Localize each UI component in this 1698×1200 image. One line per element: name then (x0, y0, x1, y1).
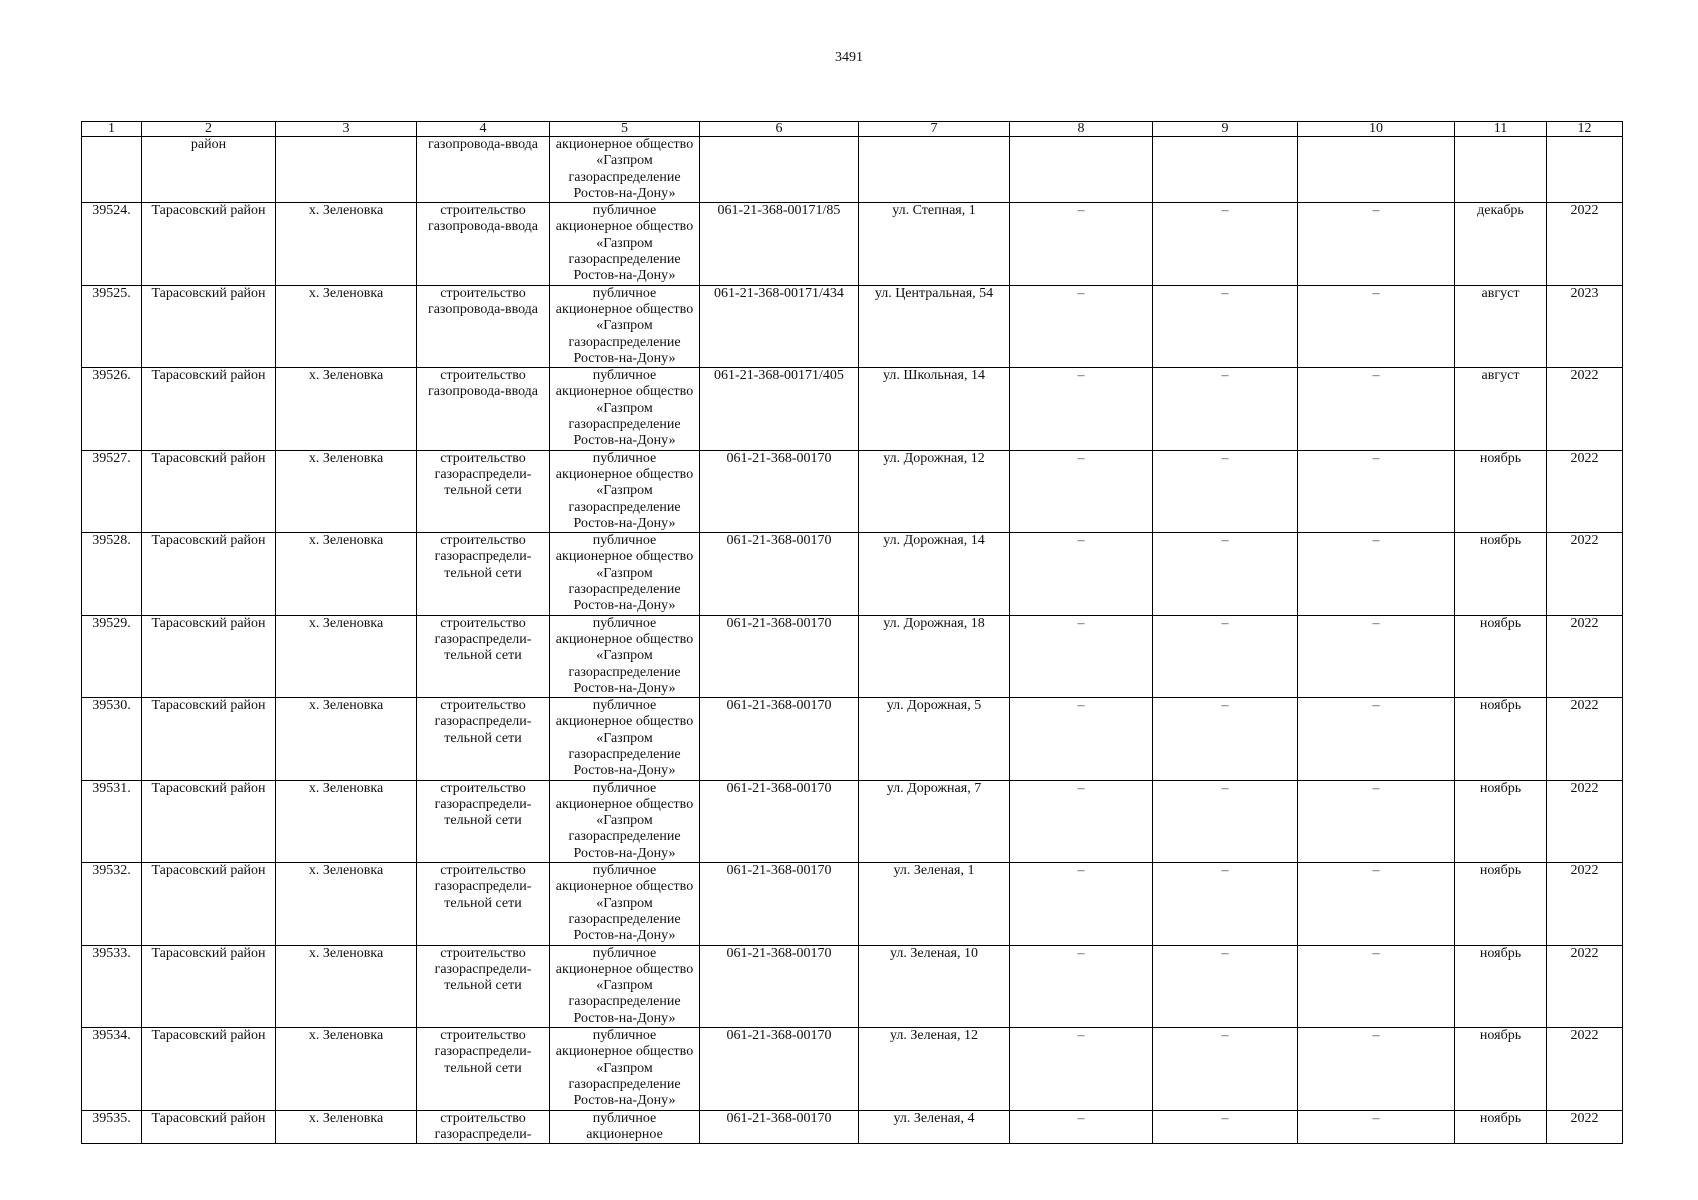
cell-col9: – (1153, 945, 1298, 1027)
cell-work: строительство газопровода-ввода (417, 368, 550, 450)
cell-organization: публичное акционерное общество «Газпром газораспределение Ростов-на-Дону» (550, 780, 700, 862)
cell-code: 061-21-368-00170 (700, 945, 859, 1027)
cell-address: ул. Зеленая, 10 (859, 945, 1010, 1027)
cell-district: Тарасовский район (142, 203, 276, 285)
cell-organization: публичное акционерное общество «Газпром газораспределение Ростов-на-Дону» (550, 450, 700, 532)
table-row (82, 863, 1623, 945)
cell-settlement: х. Зеленовка (276, 450, 417, 532)
cell-work: строительство газопровода-ввода (417, 203, 550, 285)
cell-organization: публичное акционерное общество «Газпром газораспределение Ростов-на-Дону» (550, 698, 700, 780)
cell-work: строительство газораспредели-тельной сети (417, 1028, 550, 1110)
cell-settlement: х. Зеленовка (276, 285, 417, 367)
cell-organization: публичное акционерное общество «Газпром газораспределение Ростов-на-Дону» (550, 203, 700, 285)
table-row (82, 285, 1623, 367)
cell-month (1455, 137, 1547, 203)
column-header: 9 (1153, 122, 1298, 137)
cell-district: Тарасовский район (142, 1028, 276, 1110)
cell-work: строительство газораспредели-тельной сети (417, 698, 550, 780)
cell-organization: публичное акционерное общество «Газпром газораспределение Ростов-на-Дону» (550, 1028, 700, 1110)
registry-table (81, 121, 1623, 1144)
cell-organization: публичное акционерное общество «Газпром газораспределение Ростов-на-Дону» (550, 368, 700, 450)
cell-col10: – (1298, 698, 1455, 780)
cell-work: строительство газораспредели-тельной сети (417, 615, 550, 697)
cell-code: 061-21-368-00170 (700, 533, 859, 615)
cell-code: 061-21-368-00170 (700, 863, 859, 945)
cell-district: Тарасовский район (142, 945, 276, 1027)
table-row (82, 450, 1623, 532)
cell-number: 39532. (82, 863, 142, 945)
cell-col8: – (1010, 1028, 1153, 1110)
cell-year: 2022 (1547, 698, 1623, 780)
cell-col10: – (1298, 450, 1455, 532)
cell-month: ноябрь (1455, 1110, 1547, 1144)
cell-col8: – (1010, 450, 1153, 532)
cell-year: 2023 (1547, 285, 1623, 367)
table-row (82, 533, 1623, 615)
cell-month: ноябрь (1455, 533, 1547, 615)
cell-work: строительство газораспредели-тельной сети (417, 780, 550, 862)
cell-work: строительство газораспредели-тельной сети (417, 863, 550, 945)
cell-code: 061-21-368-00170 (700, 615, 859, 697)
cell-col8: – (1010, 368, 1153, 450)
cell-month: декабрь (1455, 203, 1547, 285)
cell-col9: – (1153, 698, 1298, 780)
cell-code: 061-21-368-00171/434 (700, 285, 859, 367)
cell-col9: – (1153, 533, 1298, 615)
cell-number (82, 137, 142, 203)
cell-col10: – (1298, 780, 1455, 862)
cell-col9: – (1153, 285, 1298, 367)
cell-col9 (1153, 137, 1298, 203)
cell-address: ул. Зеленая, 12 (859, 1028, 1010, 1110)
cell-year: 2022 (1547, 945, 1623, 1027)
cell-col8: – (1010, 285, 1153, 367)
cell-col8: – (1010, 1110, 1153, 1144)
cell-year: 2022 (1547, 533, 1623, 615)
cell-organization: публичное акционерное общество «Газпром газораспределение Ростов-на-Дону» (550, 615, 700, 697)
cell-settlement: х. Зеленовка (276, 203, 417, 285)
cell-address: ул. Дорожная, 12 (859, 450, 1010, 532)
cell-district: район (142, 137, 276, 203)
cell-year: 2022 (1547, 450, 1623, 532)
cell-number: 39524. (82, 203, 142, 285)
cell-col9: – (1153, 368, 1298, 450)
cell-code: 061-21-368-00170 (700, 1110, 859, 1144)
cell-col10: – (1298, 368, 1455, 450)
cell-col10: – (1298, 533, 1455, 615)
cell-address: ул. Дорожная, 18 (859, 615, 1010, 697)
continuation-row (82, 137, 1623, 203)
table-row (82, 368, 1623, 450)
cell-month: август (1455, 285, 1547, 367)
table-row (82, 203, 1623, 285)
cell-settlement: х. Зеленовка (276, 863, 417, 945)
cell-number: 39534. (82, 1028, 142, 1110)
cell-number: 39530. (82, 698, 142, 780)
cell-col9: – (1153, 1110, 1298, 1144)
cell-month: ноябрь (1455, 863, 1547, 945)
cell-month: ноябрь (1455, 450, 1547, 532)
cell-number: 39526. (82, 368, 142, 450)
cell-col8: – (1010, 203, 1153, 285)
cell-number: 39533. (82, 945, 142, 1027)
column-header: 10 (1298, 122, 1455, 137)
cell-district: Тарасовский район (142, 533, 276, 615)
cell-month: ноябрь (1455, 945, 1547, 1027)
cell-organization: акционерное общество «Газпром газораспределение Ростов-на-Дону» (550, 137, 700, 203)
cell-work: газопровода-ввода (417, 137, 550, 203)
column-header: 12 (1547, 122, 1623, 137)
cell-col10: – (1298, 1028, 1455, 1110)
cell-district: Тарасовский район (142, 780, 276, 862)
cell-address: ул. Зеленая, 1 (859, 863, 1010, 945)
cell-col10: – (1298, 1110, 1455, 1144)
cell-address: ул. Дорожная, 14 (859, 533, 1010, 615)
cell-col8: – (1010, 863, 1153, 945)
cell-district: Тарасовский район (142, 368, 276, 450)
cell-code (700, 137, 859, 203)
column-number-row (82, 122, 1623, 137)
cell-address: ул. Степная, 1 (859, 203, 1010, 285)
column-header: 7 (859, 122, 1010, 137)
cell-col8: – (1010, 945, 1153, 1027)
cell-month: ноябрь (1455, 1028, 1547, 1110)
cell-month: ноябрь (1455, 698, 1547, 780)
cell-col10 (1298, 137, 1455, 203)
cell-year: 2022 (1547, 1110, 1623, 1144)
cell-organization: публичное акционерное общество «Газпром газораспределение Ростов-на-Дону» (550, 285, 700, 367)
cell-district: Тарасовский район (142, 1110, 276, 1144)
cell-code: 061-21-368-00171/405 (700, 368, 859, 450)
cell-col8: – (1010, 698, 1153, 780)
cell-year: 2022 (1547, 1028, 1623, 1110)
table-row (82, 1028, 1623, 1110)
column-header: 4 (417, 122, 550, 137)
table-row (82, 1110, 1623, 1144)
cell-col10: – (1298, 945, 1455, 1027)
cell-number: 39535. (82, 1110, 142, 1144)
cell-col9: – (1153, 863, 1298, 945)
cell-code: 061-21-368-00170 (700, 780, 859, 862)
cell-settlement (276, 137, 417, 203)
cell-work: строительство газопровода-ввода (417, 285, 550, 367)
cell-district: Тарасовский район (142, 863, 276, 945)
column-header: 5 (550, 122, 700, 137)
cell-col10: – (1298, 203, 1455, 285)
cell-number: 39525. (82, 285, 142, 367)
cell-settlement: х. Зеленовка (276, 615, 417, 697)
cell-col10: – (1298, 285, 1455, 367)
cell-number: 39527. (82, 450, 142, 532)
cell-year: 2022 (1547, 615, 1623, 697)
cell-settlement: х. Зеленовка (276, 1028, 417, 1110)
cell-district: Тарасовский район (142, 615, 276, 697)
cell-col9: – (1153, 615, 1298, 697)
cell-settlement: х. Зеленовка (276, 780, 417, 862)
cell-year (1547, 137, 1623, 203)
cell-year: 2022 (1547, 368, 1623, 450)
cell-col8: – (1010, 780, 1153, 862)
cell-address: ул. Центральная, 54 (859, 285, 1010, 367)
table-row (82, 945, 1623, 1027)
cell-month: ноябрь (1455, 780, 1547, 862)
cell-code: 061-21-368-00170 (700, 450, 859, 532)
cell-settlement: х. Зеленовка (276, 698, 417, 780)
table-row (82, 615, 1623, 697)
cell-col10: – (1298, 863, 1455, 945)
cell-year: 2022 (1547, 780, 1623, 862)
cell-number: 39528. (82, 533, 142, 615)
cell-col8 (1010, 137, 1153, 203)
cell-code: 061-21-368-00171/85 (700, 203, 859, 285)
cell-district: Тарасовский район (142, 698, 276, 780)
cell-organization: публичное акционерное (550, 1110, 700, 1144)
table-row (82, 698, 1623, 780)
cell-col10: – (1298, 615, 1455, 697)
column-header: 8 (1010, 122, 1153, 137)
cell-district: Тарасовский район (142, 285, 276, 367)
cell-col9: – (1153, 203, 1298, 285)
column-header: 2 (142, 122, 276, 137)
cell-address: ул. Дорожная, 7 (859, 780, 1010, 862)
cell-settlement: х. Зеленовка (276, 533, 417, 615)
cell-year: 2022 (1547, 863, 1623, 945)
cell-district: Тарасовский район (142, 450, 276, 532)
cell-address (859, 137, 1010, 203)
cell-month: ноябрь (1455, 615, 1547, 697)
column-header: 3 (276, 122, 417, 137)
cell-col8: – (1010, 533, 1153, 615)
cell-code: 061-21-368-00170 (700, 698, 859, 780)
cell-col9: – (1153, 450, 1298, 532)
cell-organization: публичное акционерное общество «Газпром газораспределение Ростов-на-Дону» (550, 863, 700, 945)
cell-number: 39529. (82, 615, 142, 697)
cell-col9: – (1153, 1028, 1298, 1110)
table-row (82, 780, 1623, 862)
cell-settlement: х. Зеленовка (276, 1110, 417, 1144)
cell-month: август (1455, 368, 1547, 450)
cell-col8: – (1010, 615, 1153, 697)
cell-work: строительство газораспредели-тельной сети (417, 450, 550, 532)
cell-code: 061-21-368-00170 (700, 1028, 859, 1110)
cell-organization: публичное акционерное общество «Газпром газораспределение Ростов-на-Дону» (550, 533, 700, 615)
cell-address: ул. Зеленая, 4 (859, 1110, 1010, 1144)
cell-work: строительство газораспредели-тельной сети (417, 945, 550, 1027)
cell-work: строительство газораспредели-тельной сети (417, 533, 550, 615)
cell-settlement: х. Зеленовка (276, 945, 417, 1027)
page-number: 3491 (835, 50, 863, 65)
cell-number: 39531. (82, 780, 142, 862)
column-header: 6 (700, 122, 859, 137)
column-header: 11 (1455, 122, 1547, 137)
cell-organization: публичное акционерное общество «Газпром газораспределение Ростов-на-Дону» (550, 945, 700, 1027)
column-header: 1 (82, 122, 142, 137)
cell-address: ул. Дорожная, 5 (859, 698, 1010, 780)
cell-work: строительство газораспредели- (417, 1110, 550, 1144)
cell-settlement: х. Зеленовка (276, 368, 417, 450)
cell-year: 2022 (1547, 203, 1623, 285)
cell-address: ул. Школьная, 14 (859, 368, 1010, 450)
cell-col9: – (1153, 780, 1298, 862)
